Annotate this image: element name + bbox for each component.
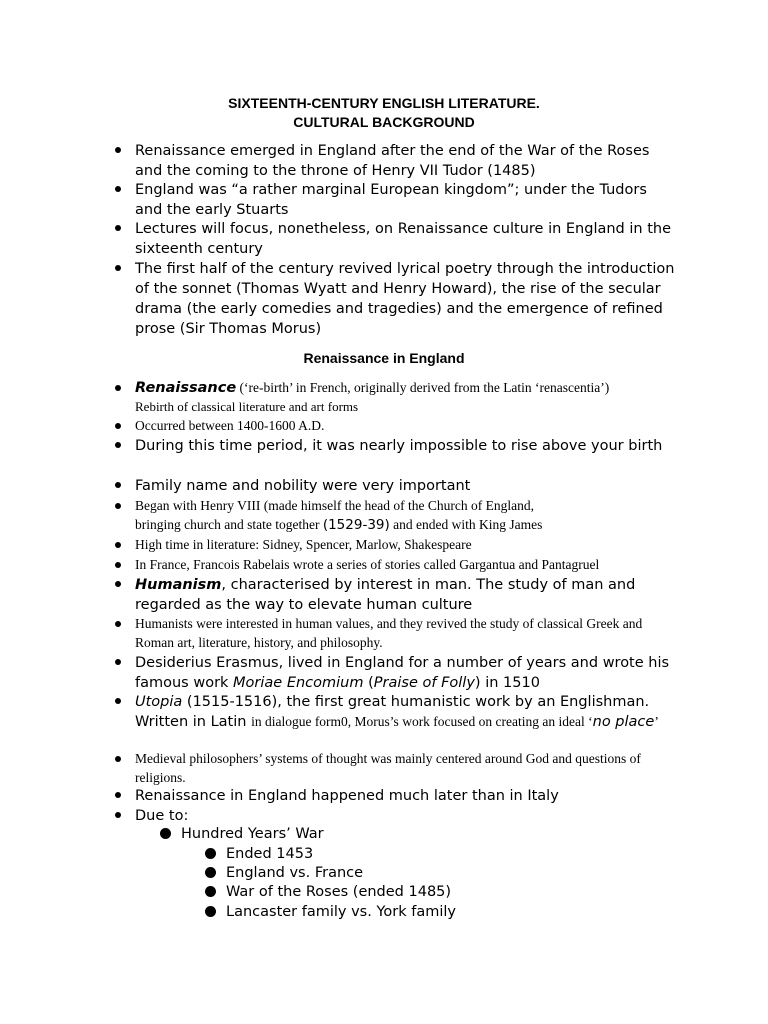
list-item bbox=[135, 653, 675, 693]
utopia-no-place: no place bbox=[592, 714, 655, 730]
list-item: Medieval philosophers’ systems of thought was mainly centered around God and questions of religions. bbox=[135, 751, 641, 785]
list-item bbox=[135, 575, 675, 615]
black-dot-bullet bbox=[205, 848, 216, 859]
bullet bbox=[113, 385, 123, 395]
erasmus-translation: Praise of Folly bbox=[373, 675, 475, 691]
list-item: Occurred between 1400-1600 A.D. bbox=[135, 418, 325, 433]
bullet bbox=[113, 621, 123, 631]
erasmus-year: ) in 1510 bbox=[474, 675, 540, 691]
bullet bbox=[113, 147, 123, 157]
list-item: Due to: bbox=[135, 808, 189, 824]
henry-dates: (1529-39) bbox=[322, 517, 390, 533]
sub-sublist-item: Lancaster family vs. York family bbox=[226, 904, 456, 920]
bullet bbox=[113, 503, 123, 513]
list-item: High time in literature: Sidney, Spencer, Marlow, Shakespeare bbox=[135, 537, 472, 552]
bullet bbox=[113, 265, 123, 275]
utopia-text-c: in dialogue form0, Morus’s work focused on creating an ideal ‘ bbox=[251, 714, 593, 729]
bullet bbox=[113, 562, 123, 572]
black-dot-bullet bbox=[205, 906, 216, 917]
bullet bbox=[113, 756, 123, 766]
list-item: The first half of the century revived lyrical poetry through the introduction of the sonnet (Thomas Wyatt and Henry Howard), the rise of the secular drama (the early comedies and tragedies) and the emergence of refined prose (Sir Thomas Morus) bbox=[135, 261, 675, 337]
utopia-title: Utopia bbox=[135, 694, 183, 710]
list-item bbox=[135, 496, 675, 535]
list-item: Humanists were interested in human values, and they revived the study of classical Greek and Roman art, literature, history, and philosophy. bbox=[135, 616, 643, 650]
term-renaissance: Renaissance bbox=[135, 380, 237, 396]
list-item bbox=[135, 378, 675, 416]
bullet bbox=[113, 698, 123, 708]
list-item bbox=[135, 692, 675, 732]
bullet bbox=[113, 812, 123, 822]
page-subtitle: CULTURAL BACKGROUND bbox=[293, 114, 475, 130]
utopia-text: (1515-1516), the first great humanistic work by an Englishman. Written in Latin bbox=[135, 694, 650, 730]
bullet bbox=[113, 659, 123, 669]
sub-sublist-item: War of the Roses (ended 1485) bbox=[226, 884, 452, 900]
list-item: England was “a rather marginal European kingdom”; under the Tudors and the early Stuarts bbox=[135, 182, 647, 218]
humanism-text: , characterised by interest in man. The study of man and regarded as the way to elevate human culture bbox=[135, 577, 636, 613]
sub-sublist-item: England vs. France bbox=[226, 865, 364, 881]
utopia-quote-end: ’ bbox=[654, 714, 659, 729]
list-item: In France, Francois Rabelais wrote a series of stories called Gargantua and Pantagruel bbox=[135, 557, 600, 572]
list-item: Renaissance emerged in England after the end of the War of the Roses and the coming to the throne of Henry VII Tudor (1485) bbox=[135, 143, 650, 179]
black-dot-bullet bbox=[160, 828, 171, 839]
bullet bbox=[113, 423, 123, 433]
henry-text-d: and ended with King James bbox=[389, 517, 543, 532]
henry-text-a: Began with Henry VIII (made himself the head of the Church of England, bbox=[135, 498, 535, 513]
list-item: Family name and nobility were very important bbox=[135, 478, 471, 494]
section-heading: Renaissance in England bbox=[303, 350, 465, 366]
sub-sublist-item: Ended 1453 bbox=[226, 846, 314, 862]
term-definition-2: Rebirth of classical literature and art forms bbox=[135, 399, 359, 414]
bullet bbox=[113, 482, 123, 492]
erasmus-text: Desiderius Erasmus, lived in England for a number of years and wrote his famous work bbox=[135, 655, 670, 691]
bullet bbox=[113, 442, 123, 452]
term-humanism: Humanism bbox=[135, 577, 222, 593]
list-item: During this time period, it was nearly impossible to rise above your birth bbox=[135, 438, 663, 454]
bullet bbox=[113, 542, 123, 552]
black-dot-bullet bbox=[205, 886, 216, 897]
henry-text-b: bringing church and state together bbox=[135, 517, 323, 532]
bullet bbox=[113, 186, 123, 196]
bullet bbox=[113, 581, 123, 591]
page-title: SIXTEENTH-CENTURY ENGLISH LITERATURE. bbox=[228, 95, 540, 111]
erasmus-text-c: ( bbox=[363, 675, 374, 691]
list-item: Renaissance in England happened much later than in Italy bbox=[135, 788, 559, 804]
bullet bbox=[113, 792, 123, 802]
list-item: Lectures will focus, nonetheless, on Renaissance culture in England in the sixteenth century bbox=[135, 221, 671, 257]
erasmus-work: Moriae Encomium bbox=[233, 675, 364, 691]
black-dot-bullet bbox=[205, 867, 216, 878]
term-definition: (‘re-birth’ in French, originally derived from the Latin ‘renascentia’) bbox=[236, 380, 610, 395]
bullet bbox=[113, 225, 123, 235]
sublist-item: Hundred Years’ War bbox=[181, 826, 324, 842]
